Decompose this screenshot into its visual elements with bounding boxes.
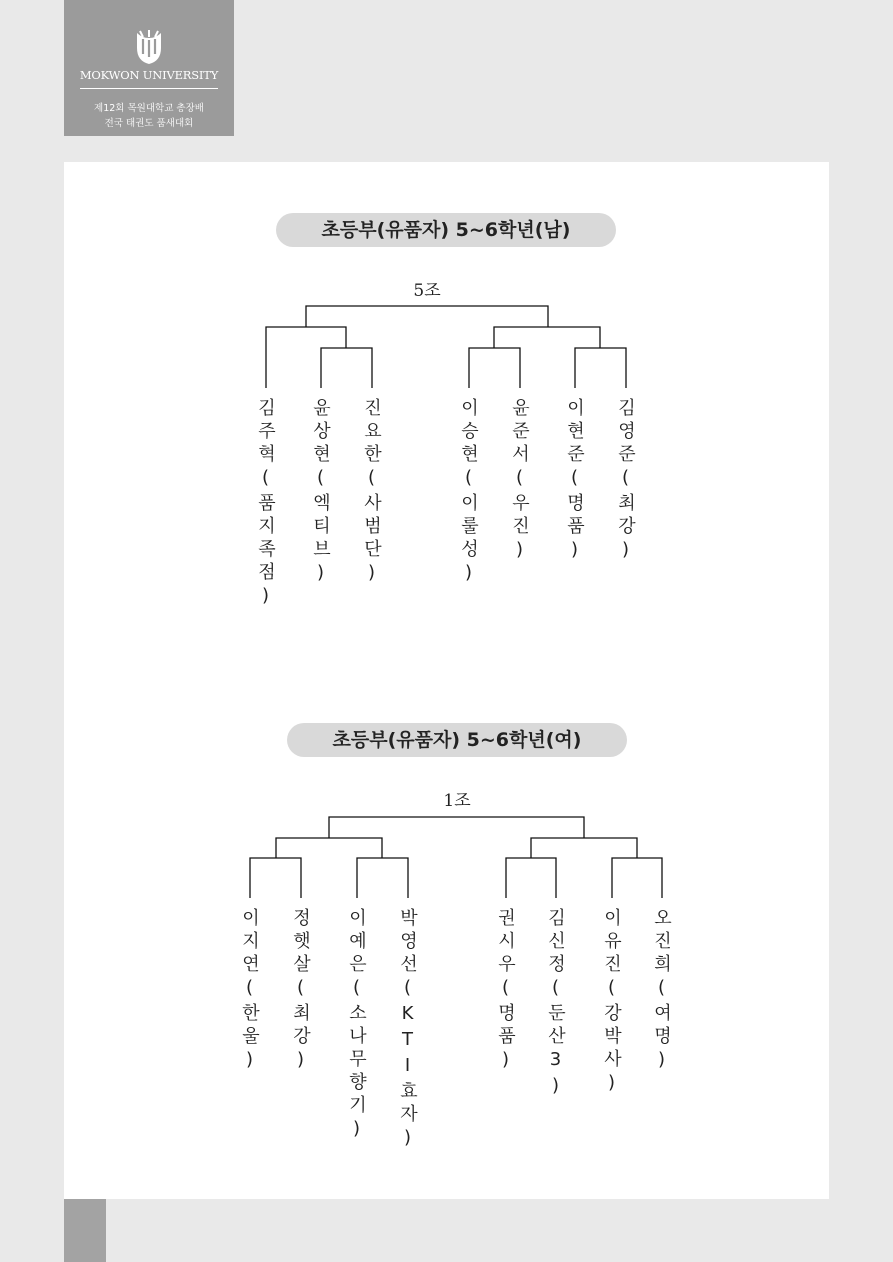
group-label-boys: 5조 (413, 281, 441, 301)
entrant-name: 윤준서(우진) (509, 398, 530, 565)
event-title-line2: 전국 태권도 품새대회 (104, 118, 194, 129)
entrant-name: 김신정(둔산3) (545, 908, 566, 1101)
entrant-name: 김주혁(품지족점) (255, 398, 276, 611)
entrant-name: 이예은(소나무향기) (346, 908, 367, 1144)
entrant-name: 진요한(사범단) (361, 398, 382, 588)
entrant-name: 이승현(이룰성) (458, 398, 479, 588)
entrant-name: 이유진(강박사) (601, 908, 622, 1098)
group-label-girls: 1조 (443, 791, 471, 811)
section-title-boys: 초등부(유품자) 5~6학년(남) (276, 213, 616, 247)
university-name: MOKWON UNIVERSITY (79, 68, 219, 82)
entrant-name: 이지연(한울) (239, 908, 260, 1075)
entrant-name: 박영선(KTI효자) (397, 908, 418, 1153)
entrant-name: 이현준(명품) (564, 398, 585, 565)
entrant-name: 윤상현(엑티브) (310, 398, 331, 588)
event-title-line1: 제12회 목원대학교 총장배 (94, 103, 204, 114)
entrant-name: 오진희(여명) (651, 908, 672, 1075)
entrant-name: 권시우(명품) (495, 908, 516, 1075)
section-title-girls: 초등부(유품자) 5~6학년(여) (287, 723, 627, 757)
entrant-name: 정햇살(최강) (290, 908, 311, 1075)
entrant-name: 김영준(최강) (615, 398, 636, 565)
